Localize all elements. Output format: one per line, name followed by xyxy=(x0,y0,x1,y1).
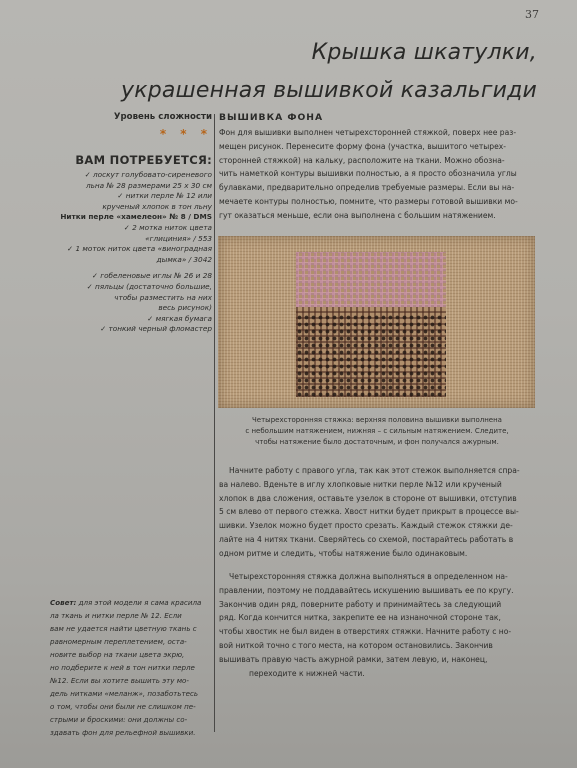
section-heading: ВЫШИВКА ФОНА xyxy=(219,112,324,123)
materials-line: ✓ лоскут голубовато-сиреневого xyxy=(84,170,212,179)
text-line: мещен рисунок. Перенесите форму фона (участка, вышитого четырех- xyxy=(219,141,506,151)
text-line: Начните работу с правого угла, так как этот стежок выполняется спра- xyxy=(229,466,520,475)
caption-line: чтобы натяжение было достаточным, и фон получался ажурным. xyxy=(255,438,499,447)
photo-caption xyxy=(219,415,535,449)
text-line: чить наметкой контуры вышивки полностью, а я просто обозначила углы xyxy=(219,169,517,179)
text-line: лайте на 4 нитях ткани. Сверяйтесь со схемой, постарайтесь работать в xyxy=(219,534,514,544)
materials-line: ✓ нитки перле № 12 или xyxy=(117,191,212,201)
materials-line: ✓ мягкая бумага xyxy=(147,313,212,323)
materials-list xyxy=(60,170,212,335)
materials-line: дымка» / 3042 xyxy=(156,254,212,264)
materials-line: ✓ 2 мотка ниток цвета xyxy=(123,222,212,232)
difficulty-stars: * * * xyxy=(159,127,212,141)
tight-tension-area xyxy=(296,314,446,397)
tip-text: для этой модели я сама красила xyxy=(76,598,202,607)
loose-tension-area xyxy=(296,252,446,307)
materials-line: ✓ пяльцы (достаточно большие, xyxy=(86,281,212,291)
difficulty-label: Уровень сложности xyxy=(113,112,212,122)
text-line: Четырехсторонняя стяжка должна выполняться в определенном на- xyxy=(229,572,508,581)
embroidery-photo xyxy=(218,236,535,408)
tip-label: Совет: xyxy=(50,598,77,607)
body-paragraph-1 xyxy=(219,464,535,561)
text-line: ва налево. Вденьте в иглу хлопковые нитки перле №12 или крученый xyxy=(219,479,502,489)
tip-line: ла ткань и нитки перле № 12. Если xyxy=(50,611,182,620)
materials-line: ✓ 1 моток ниток цвета «виноградная xyxy=(67,244,212,254)
column-divider xyxy=(214,114,215,732)
text-line: Закончив один ряд, поверните работу и принимайтесь за следующий xyxy=(219,599,502,609)
text-line: шивки. Узелок можно будет просто срезать. Каждый стежок стяжки де- xyxy=(219,521,513,531)
materials-line: ✓ гобеленовые иглы № 26 и 28 xyxy=(91,271,212,281)
tip-line: но подберите к ней в тон нитки перле xyxy=(50,663,195,672)
text-line: булавками, предварительно определив требуемые размеры. Если вы на- xyxy=(219,183,515,193)
tip-line: равномерным переплетением, оста- xyxy=(50,637,187,646)
tip-line: стрыми и броскими: они должны со- xyxy=(50,715,188,724)
tip-first-line xyxy=(50,596,210,609)
tip-line: №12. Если вы хотите вышить эту мо- xyxy=(50,676,189,685)
tip-line: дель нитками «меланж», позаботьтесь xyxy=(50,689,199,698)
intro-paragraph xyxy=(219,126,535,223)
tip-line: вам не удается найти цветную ткань с xyxy=(50,624,197,633)
caption-line: Четырехсторонняя стяжка: верхняя половина вышивки выполнена xyxy=(252,416,502,424)
materials-line: чтобы разместить на них xyxy=(114,292,212,302)
tip-line: новите выбор на ткани цвета экрю, xyxy=(50,650,185,659)
materials-heading: ВАМ ПОТРЕБУЕТСЯ: xyxy=(75,153,212,167)
tip-line: здавать фон для рельефной вышивки. xyxy=(50,728,196,737)
text-line: одном ритме и следить, чтобы натяжение было одинаковым. xyxy=(219,548,468,558)
text-line: вой ниткой точно с того места, на котором остановились. Закончив xyxy=(219,640,493,650)
materials-line: льна № 28 размерами 25 х 30 см xyxy=(85,180,212,190)
text-line: переходите к нижней части. xyxy=(249,668,365,678)
body-paragraph-2 xyxy=(219,570,535,680)
materials-line: «глициния» / 553 xyxy=(145,233,212,243)
materials-line: Нитки перле «хамелеон» № 8 / DMS xyxy=(60,212,212,222)
text-line: 5 см влево от первого стежка. Хвост нитки будет прикрыт в процессе вы- xyxy=(219,507,519,517)
text-line: чтобы хвостик не был виден в отверстиях стяжки. Начните работу с но- xyxy=(219,627,512,637)
text-line: ряд. Когда кончится нитка, закрепите ее на изнаночной стороне так, xyxy=(219,613,501,623)
materials-line: крученый хлопок в тон льну xyxy=(102,201,212,211)
text-line: сторонней стяжкой) на кальку, расположите на ткани. Можно обозна- xyxy=(219,155,505,165)
text-line: хлопок в два сложения, оставьте узелок в стороне от вышивки, отступив xyxy=(219,493,517,503)
text-line: мечаете контуры полностью, помните, что размеры готовой вышивки мо- xyxy=(219,196,518,206)
materials-line: весь рисунок) xyxy=(158,303,212,313)
caption-line: с небольшим натяжением, нижняя – с сильным натяжением. Следите, xyxy=(245,427,509,436)
page-title-line-1: Крышка шкатулки, xyxy=(311,40,537,65)
four-sided-stitch-sample xyxy=(296,252,446,397)
tip-line: о том, чтобы они были не слишком пе- xyxy=(50,702,196,711)
text-line: вышивать правую часть ажурной рамки, затем левую, и, наконец, xyxy=(219,654,488,664)
page-title-line-2: украшенная вышивкой казальгиди xyxy=(120,78,537,103)
text-line: правлении, поэтому не поддавайтесь искушению вышивать ее по кругу. xyxy=(219,585,514,595)
text-line: Фон для вышивки выполнен четырехсторонней стяжкой, поверх нее раз- xyxy=(219,128,517,137)
materials-line: ✓ тонкий черный фломастер xyxy=(100,324,212,334)
page-number: 37 xyxy=(525,8,539,21)
tip-box xyxy=(50,596,210,739)
text-line: гут оказаться меньше, если она выполнена с большим натяжением. xyxy=(219,210,496,220)
